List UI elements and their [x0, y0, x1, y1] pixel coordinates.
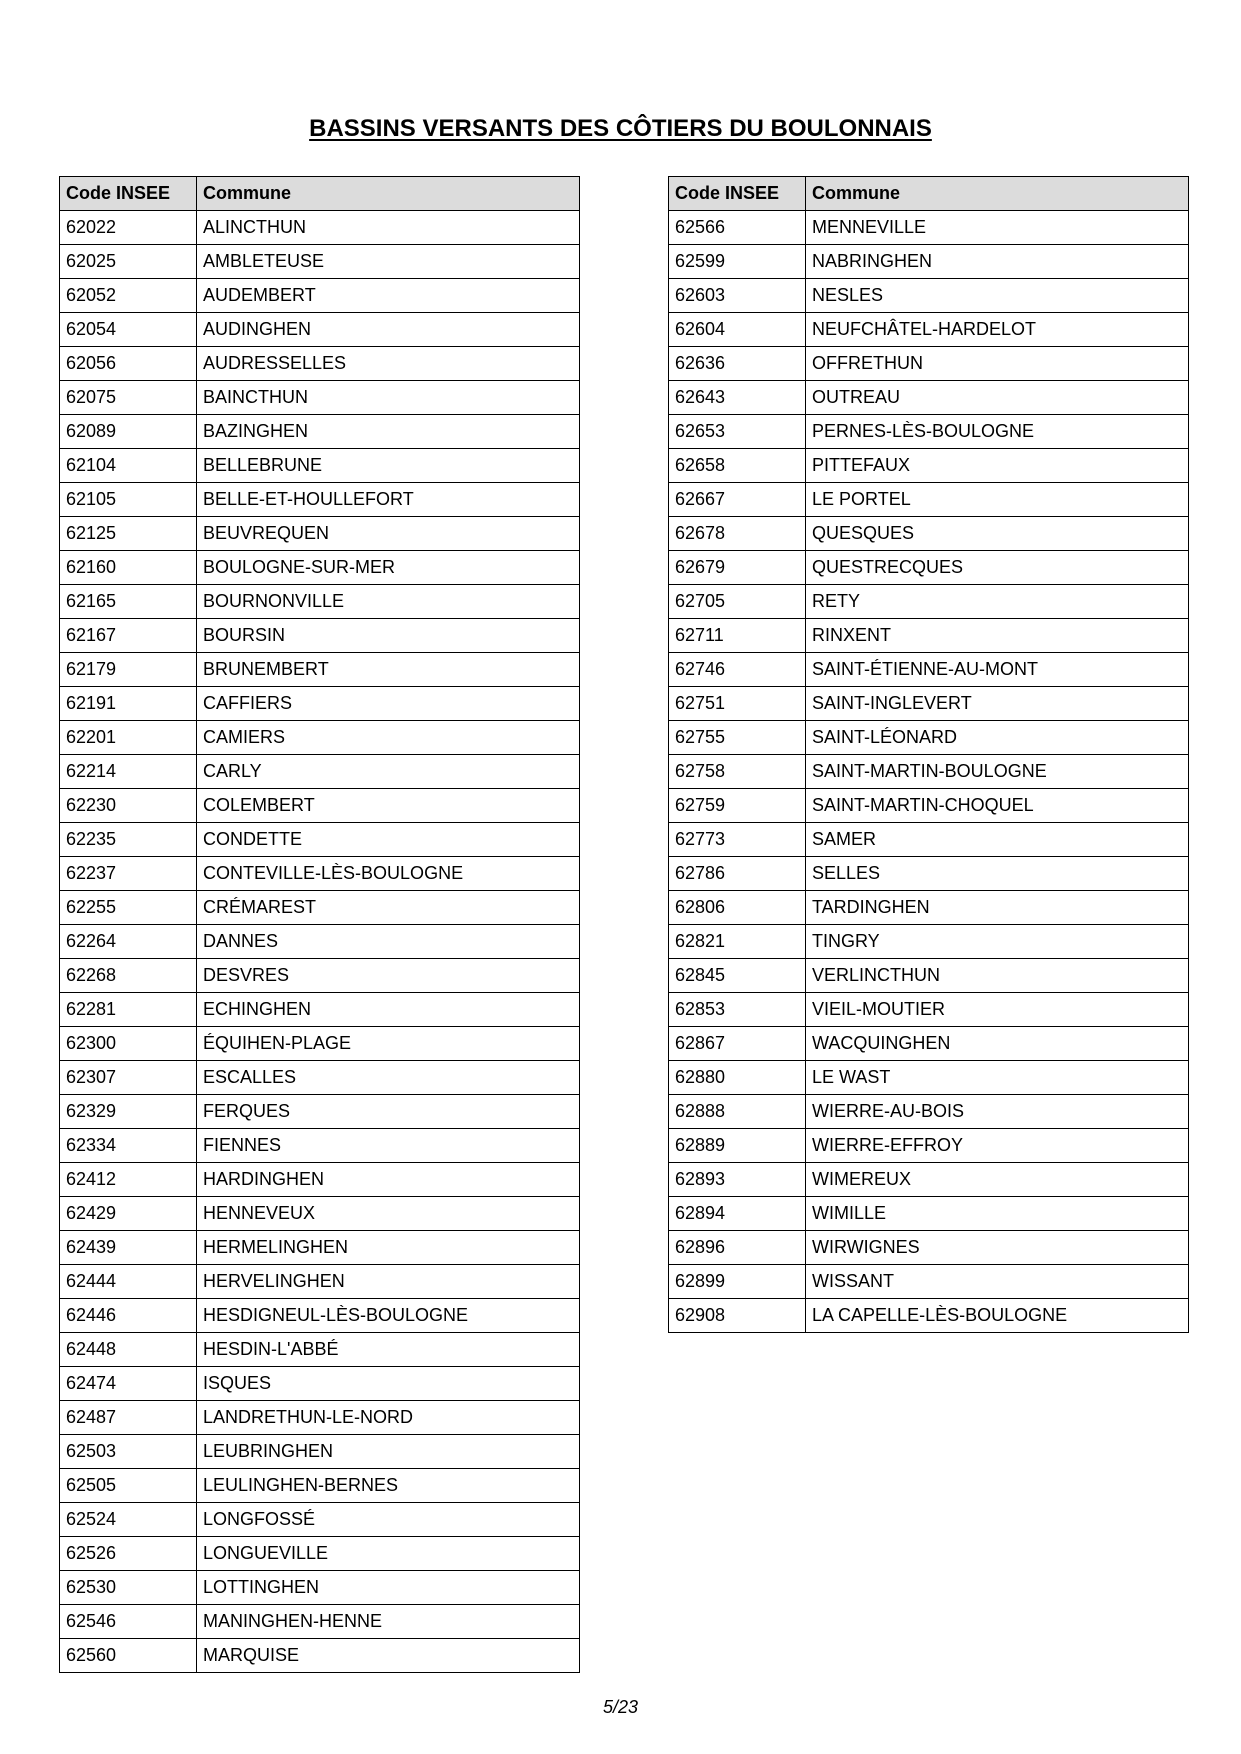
cell-commune: BELLE-ET-HOULLEFORT [197, 483, 580, 517]
cell-code-insee: 62412 [60, 1163, 197, 1197]
cell-code-insee: 62191 [60, 687, 197, 721]
cell-commune: HERVELINGHEN [197, 1265, 580, 1299]
cell-code-insee: 62658 [669, 449, 806, 483]
cell-commune: BAZINGHEN [197, 415, 580, 449]
cell-commune: ECHINGHEN [197, 993, 580, 1027]
cell-code-insee: 62524 [60, 1503, 197, 1537]
table-row [60, 245, 580, 279]
cell-code-insee: 62429 [60, 1197, 197, 1231]
cell-commune: SAINT-ÉTIENNE-AU-MONT [806, 653, 1189, 687]
cell-commune: AUDRESSELLES [197, 347, 580, 381]
cell-commune: WIMEREUX [806, 1163, 1189, 1197]
cell-code-insee: 62446 [60, 1299, 197, 1333]
cell-commune: HESDIGNEUL-LÈS-BOULOGNE [197, 1299, 580, 1333]
table-row [669, 1197, 1189, 1231]
cell-code-insee: 62487 [60, 1401, 197, 1435]
table-row [60, 653, 580, 687]
table-row [60, 891, 580, 925]
table-row [669, 755, 1189, 789]
table-row [669, 1061, 1189, 1095]
table-row [60, 551, 580, 585]
cell-commune: LE PORTEL [806, 483, 1189, 517]
table-row [669, 925, 1189, 959]
table-row [60, 381, 580, 415]
cell-code-insee: 62444 [60, 1265, 197, 1299]
table-row [60, 415, 580, 449]
cell-code-insee: 62546 [60, 1605, 197, 1639]
cell-commune: WISSANT [806, 1265, 1189, 1299]
cell-code-insee: 62052 [60, 279, 197, 313]
cell-code-insee: 62025 [60, 245, 197, 279]
cell-commune: ESCALLES [197, 1061, 580, 1095]
cell-code-insee: 62255 [60, 891, 197, 925]
cell-code-insee: 62104 [60, 449, 197, 483]
cell-commune: VERLINCTHUN [806, 959, 1189, 993]
cell-commune: ALINCTHUN [197, 211, 580, 245]
cell-commune: BOURSIN [197, 619, 580, 653]
table-row [669, 483, 1189, 517]
cell-code-insee: 62758 [669, 755, 806, 789]
cell-code-insee: 62894 [669, 1197, 806, 1231]
table-row [669, 1163, 1189, 1197]
table-row [669, 1231, 1189, 1265]
table-row [60, 1027, 580, 1061]
cell-code-insee: 62268 [60, 959, 197, 993]
cell-code-insee: 62889 [669, 1129, 806, 1163]
cell-code-insee: 62880 [669, 1061, 806, 1095]
table-row [60, 1163, 580, 1197]
table-header-row [669, 177, 1189, 211]
cell-commune: FIENNES [197, 1129, 580, 1163]
cell-commune: SAINT-MARTIN-BOULOGNE [806, 755, 1189, 789]
cell-commune: RINXENT [806, 619, 1189, 653]
cell-code-insee: 62643 [669, 381, 806, 415]
table-row [669, 381, 1189, 415]
cell-code-insee: 62201 [60, 721, 197, 755]
table-row [60, 347, 580, 381]
table-row [60, 1571, 580, 1605]
cell-commune: FERQUES [197, 1095, 580, 1129]
table-row [669, 1129, 1189, 1163]
cell-code-insee: 62560 [60, 1639, 197, 1673]
cell-code-insee: 62448 [60, 1333, 197, 1367]
cell-commune: DANNES [197, 925, 580, 959]
table-row [60, 1639, 580, 1673]
cell-code-insee: 62806 [669, 891, 806, 925]
table-row [60, 1537, 580, 1571]
commune-table-right [668, 176, 1189, 1333]
table-row [60, 789, 580, 823]
cell-commune: CARLY [197, 755, 580, 789]
page-title: BASSINS VERSANTS DES CÔTIERS DU BOULONNAIS [309, 115, 932, 142]
table-row [60, 721, 580, 755]
cell-code-insee: 62214 [60, 755, 197, 789]
table-row [669, 313, 1189, 347]
table-row [60, 1401, 580, 1435]
cell-commune: SELLES [806, 857, 1189, 891]
cell-commune: TINGRY [806, 925, 1189, 959]
cell-commune: AUDEMBERT [197, 279, 580, 313]
cell-code-insee: 62853 [669, 993, 806, 1027]
table-row [60, 449, 580, 483]
table-row [60, 211, 580, 245]
cell-code-insee: 62603 [669, 279, 806, 313]
cell-code-insee: 62056 [60, 347, 197, 381]
table-row [60, 483, 580, 517]
cell-code-insee: 62786 [669, 857, 806, 891]
cell-commune: CONTEVILLE-LÈS-BOULOGNE [197, 857, 580, 891]
cell-commune: SAINT-MARTIN-CHOQUEL [806, 789, 1189, 823]
cell-commune: MANINGHEN-HENNE [197, 1605, 580, 1639]
cell-code-insee: 62503 [60, 1435, 197, 1469]
cell-commune: WACQUINGHEN [806, 1027, 1189, 1061]
table-row [669, 653, 1189, 687]
table-row [669, 891, 1189, 925]
cell-commune: VIEIL-MOUTIER [806, 993, 1189, 1027]
cell-commune: PERNES-LÈS-BOULOGNE [806, 415, 1189, 449]
cell-code-insee: 62888 [669, 1095, 806, 1129]
cell-commune: CRÉMAREST [197, 891, 580, 925]
cell-code-insee: 62526 [60, 1537, 197, 1571]
cell-commune: CONDETTE [197, 823, 580, 857]
cell-code-insee: 62089 [60, 415, 197, 449]
page-number: 5/23 [602, 1697, 639, 1717]
table-row [60, 1197, 580, 1231]
cell-code-insee: 62300 [60, 1027, 197, 1061]
cell-commune: LONGUEVILLE [197, 1537, 580, 1571]
table-row [669, 1095, 1189, 1129]
table-row [60, 585, 580, 619]
cell-commune: LA CAPELLE-LÈS-BOULOGNE [806, 1299, 1189, 1333]
cell-code-insee: 62281 [60, 993, 197, 1027]
cell-code-insee: 62566 [669, 211, 806, 245]
cell-commune: LE WAST [806, 1061, 1189, 1095]
cell-commune: BELLEBRUNE [197, 449, 580, 483]
cell-code-insee: 62899 [669, 1265, 806, 1299]
cell-commune: BOULOGNE-SUR-MER [197, 551, 580, 585]
table-row [60, 1469, 580, 1503]
table-row [60, 687, 580, 721]
cell-code-insee: 62474 [60, 1367, 197, 1401]
table-header-row [60, 177, 580, 211]
header-commune: Commune [197, 177, 580, 211]
cell-code-insee: 62604 [669, 313, 806, 347]
cell-commune: CAFFIERS [197, 687, 580, 721]
cell-code-insee: 62237 [60, 857, 197, 891]
table-row [669, 551, 1189, 585]
table-row [60, 1435, 580, 1469]
cell-code-insee: 62636 [669, 347, 806, 381]
cell-commune: LANDRETHUN-LE-NORD [197, 1401, 580, 1435]
cell-code-insee: 62235 [60, 823, 197, 857]
cell-commune: WIERRE-AU-BOIS [806, 1095, 1189, 1129]
table-row [669, 245, 1189, 279]
cell-code-insee: 62678 [669, 517, 806, 551]
cell-commune: HARDINGHEN [197, 1163, 580, 1197]
cell-code-insee: 62329 [60, 1095, 197, 1129]
cell-code-insee: 62179 [60, 653, 197, 687]
cell-commune: SAMER [806, 823, 1189, 857]
cell-code-insee: 62755 [669, 721, 806, 755]
cell-commune: QUESQUES [806, 517, 1189, 551]
cell-commune: WIRWIGNES [806, 1231, 1189, 1265]
cell-commune: HENNEVEUX [197, 1197, 580, 1231]
commune-table-left [59, 176, 580, 1673]
cell-code-insee: 62264 [60, 925, 197, 959]
table-row [669, 1299, 1189, 1333]
table-row [669, 279, 1189, 313]
cell-commune: BEUVREQUEN [197, 517, 580, 551]
cell-code-insee: 62505 [60, 1469, 197, 1503]
table-row [669, 721, 1189, 755]
cell-code-insee: 62746 [669, 653, 806, 687]
cell-code-insee: 62821 [669, 925, 806, 959]
cell-code-insee: 62908 [669, 1299, 806, 1333]
cell-commune: BRUNEMBERT [197, 653, 580, 687]
cell-code-insee: 62679 [669, 551, 806, 585]
cell-code-insee: 62054 [60, 313, 197, 347]
cell-code-insee: 62599 [669, 245, 806, 279]
table-row [60, 1605, 580, 1639]
cell-commune: AUDINGHEN [197, 313, 580, 347]
cell-commune: NABRINGHEN [806, 245, 1189, 279]
cell-code-insee: 62334 [60, 1129, 197, 1163]
cell-commune: NEUFCHÂTEL-HARDELOT [806, 313, 1189, 347]
table-body-right [669, 211, 1189, 1333]
cell-code-insee: 62167 [60, 619, 197, 653]
table-row [60, 993, 580, 1027]
table-row [669, 449, 1189, 483]
table-row [60, 1333, 580, 1367]
cell-commune: MARQUISE [197, 1639, 580, 1673]
table-row [60, 1231, 580, 1265]
cell-code-insee: 62230 [60, 789, 197, 823]
cell-commune: AMBLETEUSE [197, 245, 580, 279]
cell-commune: COLEMBERT [197, 789, 580, 823]
table-row [669, 1027, 1189, 1061]
table-row [60, 1299, 580, 1333]
table-row [669, 415, 1189, 449]
table-row [669, 789, 1189, 823]
table-row [60, 1265, 580, 1299]
cell-commune: ÉQUIHEN-PLAGE [197, 1027, 580, 1061]
table-row [60, 1095, 580, 1129]
cell-commune: OFFRETHUN [806, 347, 1189, 381]
cell-commune: TARDINGHEN [806, 891, 1189, 925]
table-row [60, 925, 580, 959]
cell-code-insee: 62439 [60, 1231, 197, 1265]
cell-commune: BOURNONVILLE [197, 585, 580, 619]
table-row [60, 1503, 580, 1537]
cell-code-insee: 62165 [60, 585, 197, 619]
table-row [669, 517, 1189, 551]
cell-commune: CAMIERS [197, 721, 580, 755]
table-row [669, 959, 1189, 993]
cell-commune: QUESTRECQUES [806, 551, 1189, 585]
cell-commune: LOTTINGHEN [197, 1571, 580, 1605]
table-row [669, 687, 1189, 721]
table-row [60, 619, 580, 653]
cell-code-insee: 62759 [669, 789, 806, 823]
cell-commune: HERMELINGHEN [197, 1231, 580, 1265]
table-row [669, 993, 1189, 1027]
cell-code-insee: 62667 [669, 483, 806, 517]
cell-commune: LEUBRINGHEN [197, 1435, 580, 1469]
cell-code-insee: 62653 [669, 415, 806, 449]
cell-commune: NESLES [806, 279, 1189, 313]
cell-code-insee: 62896 [669, 1231, 806, 1265]
cell-commune: SAINT-INGLEVERT [806, 687, 1189, 721]
header-code-insee: Code INSEE [669, 177, 806, 211]
table-row [60, 959, 580, 993]
cell-code-insee: 62530 [60, 1571, 197, 1605]
cell-code-insee: 62105 [60, 483, 197, 517]
cell-commune: RETY [806, 585, 1189, 619]
cell-commune: LONGFOSSÉ [197, 1503, 580, 1537]
table-row [60, 1367, 580, 1401]
table-row [60, 755, 580, 789]
cell-commune: WIERRE-EFFROY [806, 1129, 1189, 1163]
cell-commune: ISQUES [197, 1367, 580, 1401]
table-row [669, 1265, 1189, 1299]
cell-commune: SAINT-LÉONARD [806, 721, 1189, 755]
cell-code-insee: 62075 [60, 381, 197, 415]
cell-commune: LEULINGHEN-BERNES [197, 1469, 580, 1503]
table-row [669, 347, 1189, 381]
cell-code-insee: 62751 [669, 687, 806, 721]
cell-commune: MENNEVILLE [806, 211, 1189, 245]
table-row [60, 1129, 580, 1163]
cell-code-insee: 62867 [669, 1027, 806, 1061]
table-row [669, 211, 1189, 245]
cell-commune: DESVRES [197, 959, 580, 993]
table-row [60, 279, 580, 313]
table-row [669, 585, 1189, 619]
cell-code-insee: 62160 [60, 551, 197, 585]
cell-code-insee: 62845 [669, 959, 806, 993]
table-body-left [60, 211, 580, 1673]
cell-commune: BAINCTHUN [197, 381, 580, 415]
cell-commune: OUTREAU [806, 381, 1189, 415]
table-row [669, 619, 1189, 653]
cell-code-insee: 62705 [669, 585, 806, 619]
cell-commune: PITTEFAUX [806, 449, 1189, 483]
table-row [60, 313, 580, 347]
cell-code-insee: 62893 [669, 1163, 806, 1197]
header-code-insee: Code INSEE [60, 177, 197, 211]
table-row [60, 517, 580, 551]
cell-commune: HESDIN-L'ABBÉ [197, 1333, 580, 1367]
header-commune: Commune [806, 177, 1189, 211]
cell-code-insee: 62711 [669, 619, 806, 653]
cell-code-insee: 62307 [60, 1061, 197, 1095]
cell-code-insee: 62125 [60, 517, 197, 551]
table-row [60, 823, 580, 857]
cell-code-insee: 62022 [60, 211, 197, 245]
cell-code-insee: 62773 [669, 823, 806, 857]
table-row [669, 857, 1189, 891]
cell-commune: WIMILLE [806, 1197, 1189, 1231]
table-row [669, 823, 1189, 857]
table-row [60, 1061, 580, 1095]
table-row [60, 857, 580, 891]
